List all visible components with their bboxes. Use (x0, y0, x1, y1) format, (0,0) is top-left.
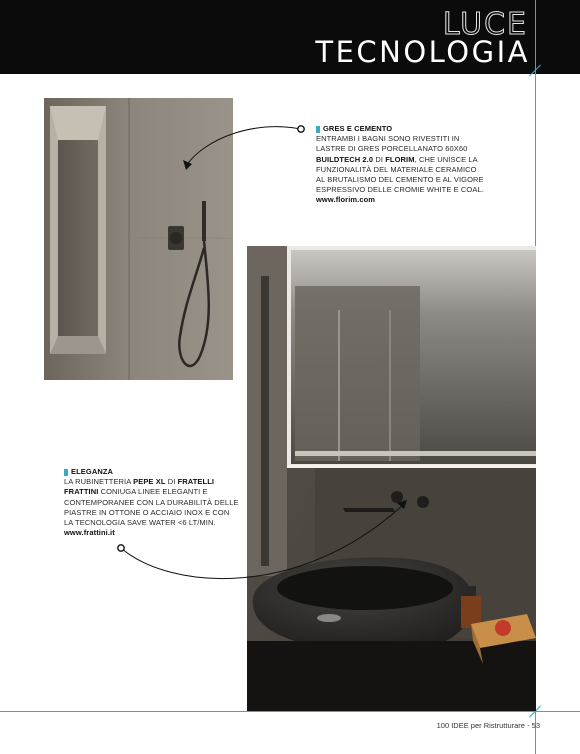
product-name: BUILDTECH 2.0 (316, 154, 374, 164)
accent-marker (316, 126, 320, 133)
shower-photo (44, 98, 233, 380)
section-title-tecnologia: TECNOLOGIA (315, 35, 530, 69)
page-folio: 100 IDEE per Ristrutturare - 53 (436, 721, 540, 730)
vanity-photo (247, 246, 536, 711)
callout-body-text: LA RUBINETTERIA (64, 477, 134, 487)
callout-body-text: DI (373, 154, 386, 164)
callout-body-text: ENTRAMBI I BAGNI SONO RIVESTITI IN LASTRE DI GRES PORCELLANATO 60X60 (316, 134, 468, 154)
callout-url-link[interactable]: www.florim.com (316, 195, 376, 205)
callout-body-text: CONIUGA LINEE ELEGANTI E CONTEMPORANEE CON LA DURABILITÀ DELLE PIASTRE IN OTTONE O ACCIAIO INOX E CON LA TECNOLOGIA SAVE WATER <6 LT/MIN. (64, 487, 239, 528)
callout-body-text: DI (165, 477, 178, 487)
vanity-illustration (247, 246, 536, 711)
shower-illustration (44, 98, 233, 380)
callout-eleganza (64, 467, 240, 538)
callout-body (64, 477, 240, 528)
accent-marker (64, 469, 68, 476)
section-title-luce: LUCE (442, 7, 528, 42)
callout-title-text: ELEGANZA (71, 467, 114, 476)
callout-title (316, 124, 486, 134)
brand-name: FLORIM (385, 154, 415, 164)
callout-body (316, 134, 486, 195)
page-header (0, 0, 580, 74)
callout-url-link[interactable]: www.frattini.it (64, 528, 115, 538)
callout-gres-cemento (316, 124, 486, 206)
callout-title (64, 467, 240, 477)
product-name: PEPE XL (133, 477, 166, 487)
callout-body-text: , CHE UNISCE LA FUNZIONALITÀ DEL MATERIALE CERAMICO AL BRUTALISMO DEL CEMENTO E AL VIGORE ESPRESSIVO DELLE CROMIE WHITE E COAL. (316, 154, 484, 195)
accent-horizontal-rule (0, 711, 580, 712)
brand-name: FRATELLI FRATTINI (64, 477, 215, 497)
callout-title-text: GRES E CEMENTO (323, 124, 393, 133)
